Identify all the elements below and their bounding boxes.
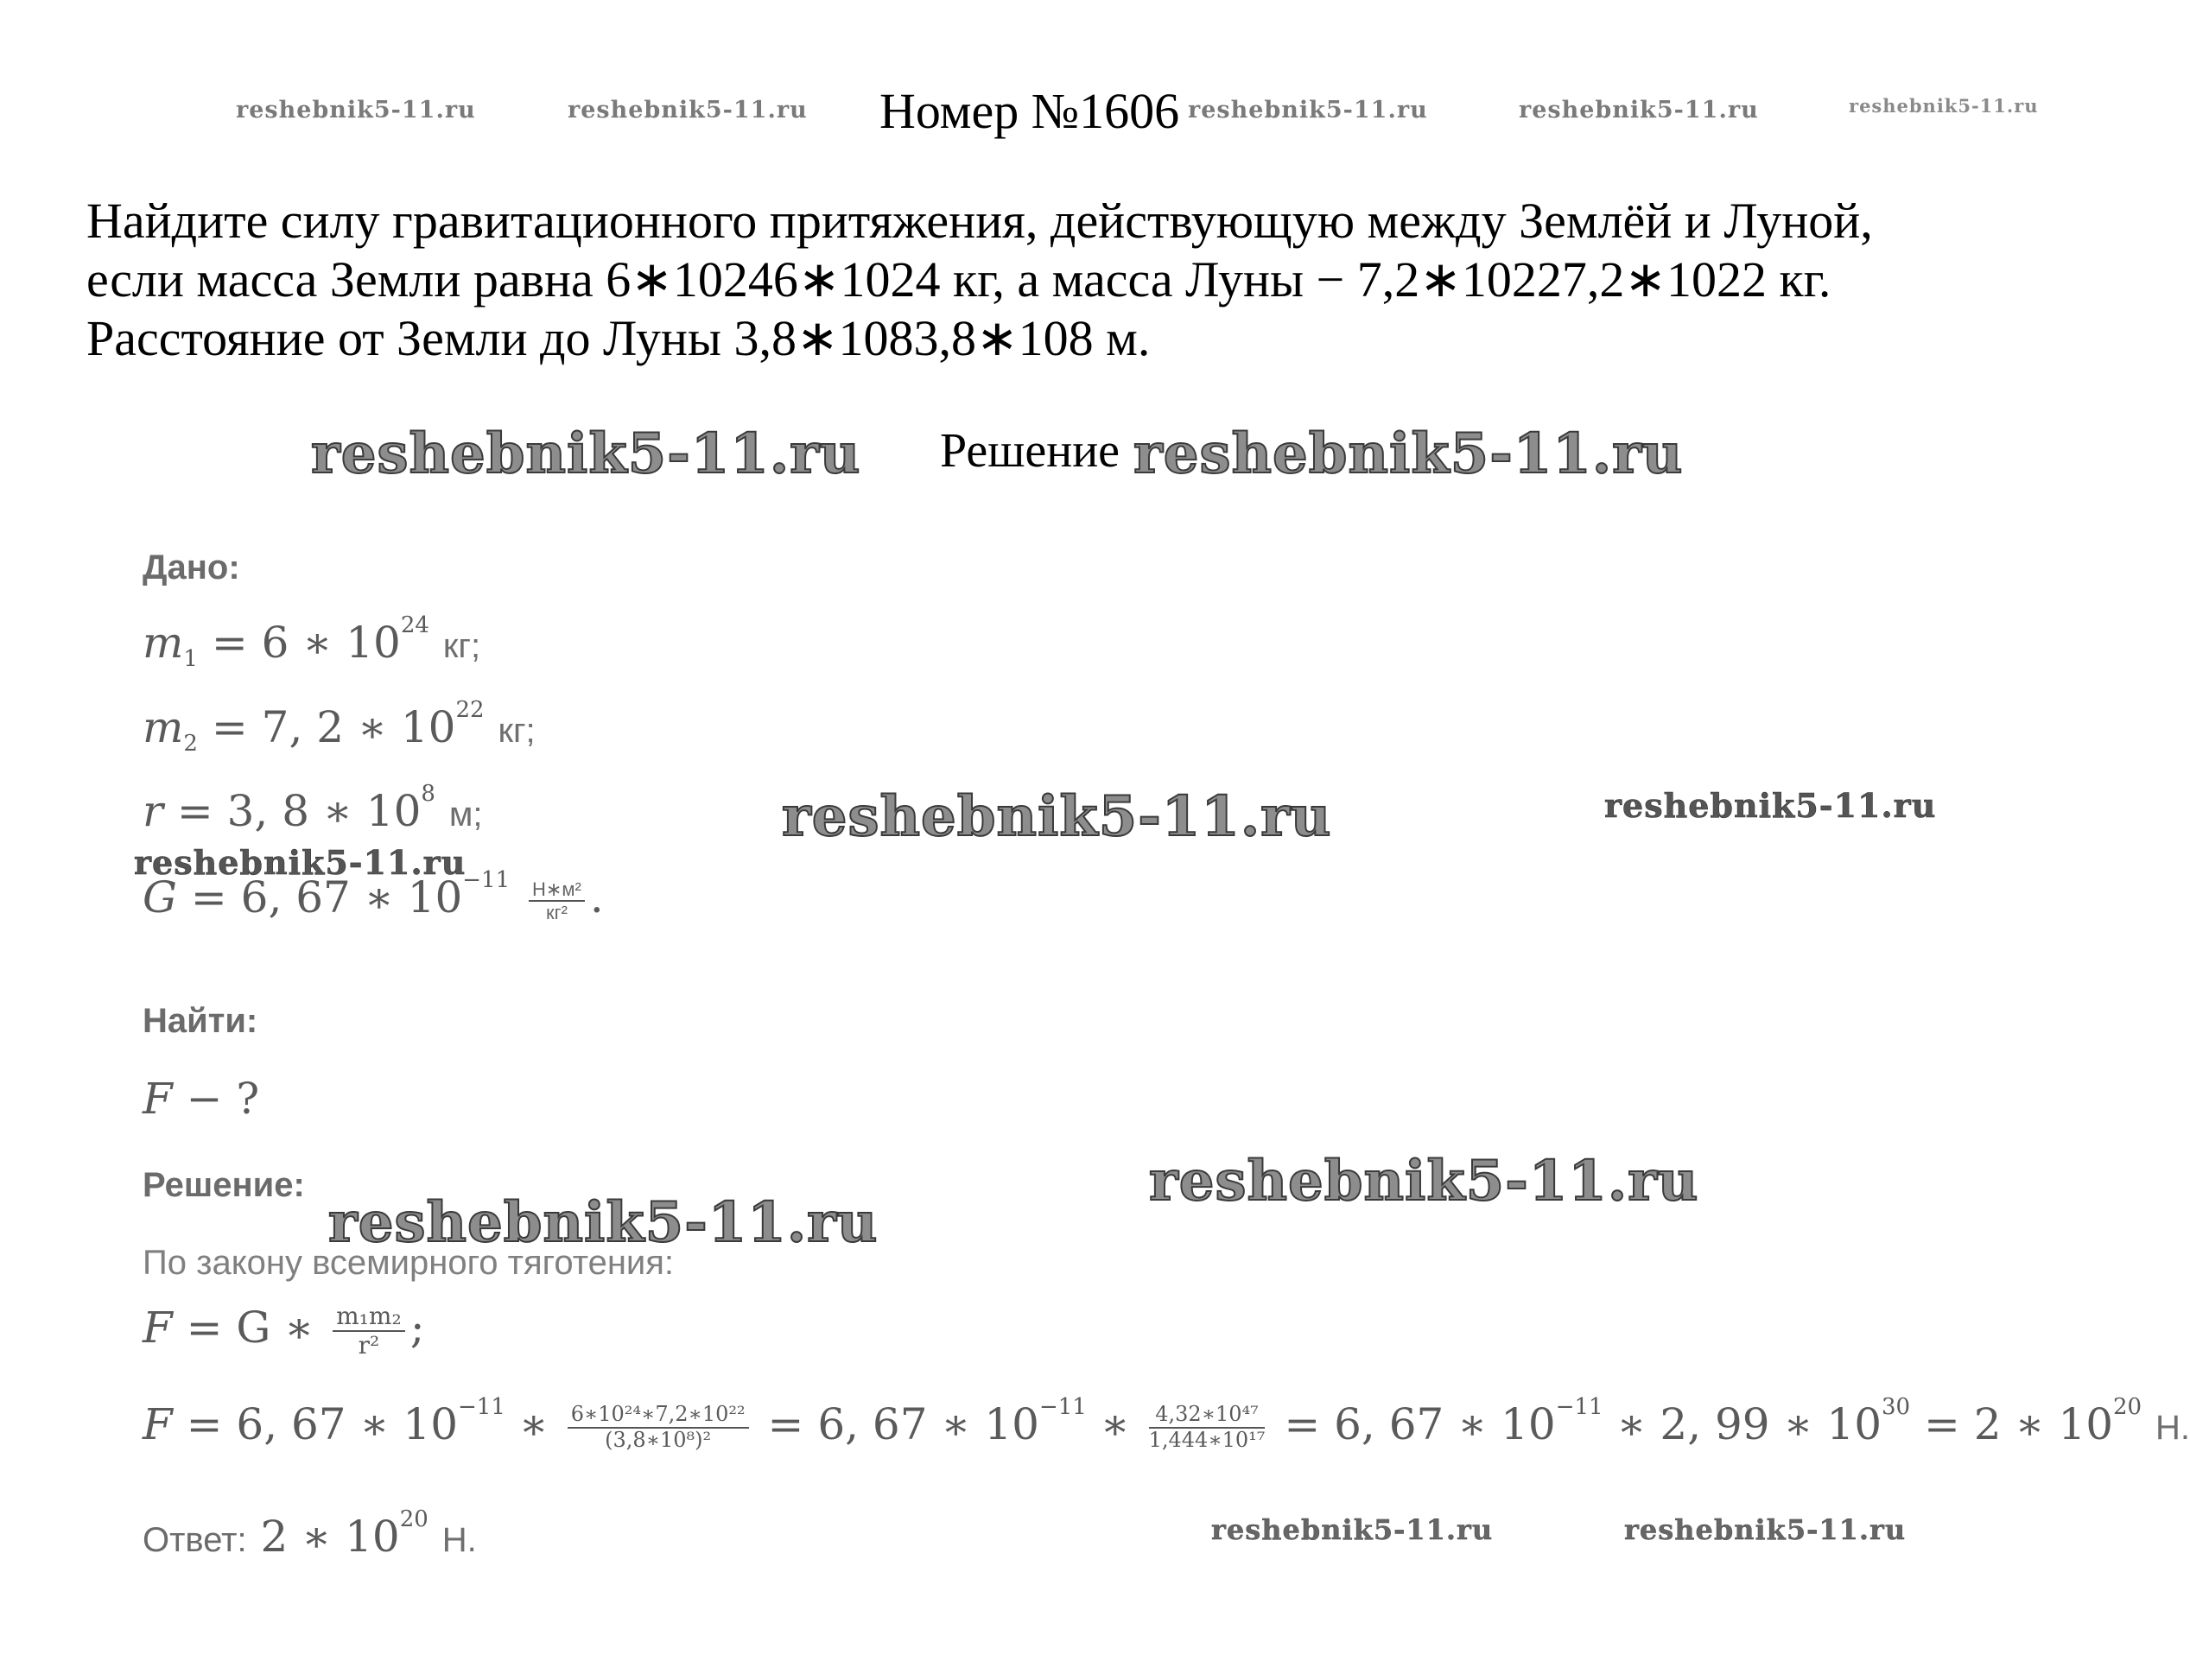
solution-title: Решение [940, 424, 1120, 478]
watermark: reshebnik5-11.ru [1149, 1149, 1699, 1214]
watermark: reshebnik5-11.ru [1188, 97, 1428, 124]
problem-statement [86, 192, 2030, 368]
given-label: Дано: [143, 548, 240, 586]
problem-line: Расстояние от Земли до Луны 3,8∗1083,8∗108 м. [86, 310, 1151, 366]
answer: Ответ: 2 ∗ $10^{20}$ Н. [143, 1506, 477, 1562]
watermark: reshebnik5-11.ru [1133, 422, 1684, 486]
watermark: reshebnik5-11.ru [328, 1190, 879, 1255]
problem-line: Найдите силу гравитационного притяжения, действующую между Землёй и Луной, [86, 193, 1873, 249]
problem-line: если масса Земли равна 6∗10246∗1024 кг, а масса Луны − 7,2∗10227,2∗1022 кг. [86, 251, 1831, 307]
watermark: reshebnik5-11.ru [568, 97, 808, 124]
given-m2: $m_2 = 7$, 2 ∗ $10^{22}$ кг; [143, 697, 536, 757]
watermark: reshebnik5-11.ru [236, 97, 476, 124]
watermark: reshebnik5-11.ru [134, 843, 467, 882]
given-r: r = 3, 8 ∗ $10^8$ м; [143, 781, 483, 836]
gravity-formula: F = G ∗ $\frac{\text{m₁m₂}}{\text{r²}}$ ; [143, 1302, 425, 1360]
given-m1: $m_1 = 6$ ∗ $10^{24}$ кг; [143, 612, 481, 672]
watermark: reshebnik5-11.ru [782, 784, 1332, 849]
watermark: reshebnik5-11.ru [1849, 95, 2039, 117]
calculation: F = 6, 67 ∗ $10^{-11}$ ∗ $\frac{\text{6∗10²⁴∗7,2∗10²²}}{\text{(3,8∗10⁸)²}}$ = 6, 67 ∗ $10^{-11}$ ∗ $\frac{\text{4,32∗10⁴⁷}}{\text{1,444∗10¹⁷}}$ = 6, 67 ∗ $10^{-11}$ ∗ 2, 99 ∗ $10^{30} = 2$ ∗ $10^{20}$ Н. [143, 1394, 2190, 1452]
watermark: reshebnik5-11.ru [311, 422, 861, 486]
find-F: F − ? [143, 1074, 260, 1124]
solve-label: Решение: [143, 1166, 305, 1204]
watermark: reshebnik5-11.ru [1519, 97, 1759, 124]
page-title: Номер №1606 [879, 83, 1180, 139]
find-label: Найти: [143, 1002, 258, 1040]
law-text: По закону всемирного тяготения: [143, 1244, 675, 1282]
watermark: reshebnik5-11.ru [1211, 1513, 1494, 1546]
watermark: reshebnik5-11.ru [1604, 786, 1937, 825]
watermark: reshebnik5-11.ru [1624, 1513, 1907, 1546]
given-G: G = 6, 67 ∗ $10^{-11}$ $\frac{\text{Н∗м²}}{\text{кг²}}$ . [143, 867, 604, 923]
